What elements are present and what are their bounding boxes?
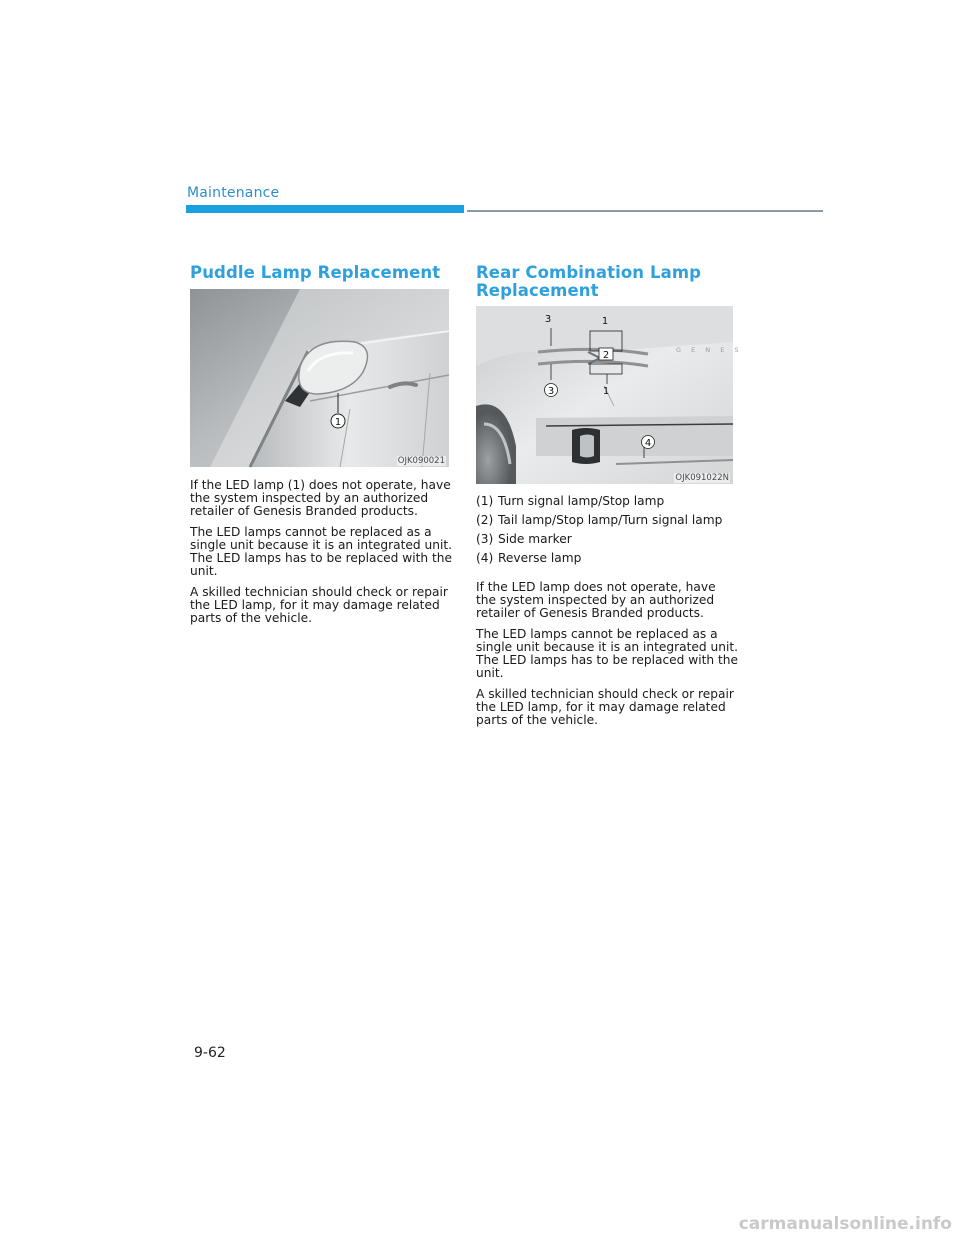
left-body (190, 479, 452, 625)
legend-text: Side marker (498, 532, 572, 546)
right-body (476, 581, 738, 727)
section-label: Maintenance (187, 185, 280, 201)
header-rule (467, 210, 823, 212)
callout-4: 4 (644, 438, 652, 449)
legend-number: (4) (476, 551, 494, 565)
watermark: carmanualsonline.info (738, 1214, 952, 1234)
callout-3-top: 3 (544, 314, 552, 325)
legend-item (476, 533, 738, 546)
callout-2: 2 (602, 350, 610, 361)
paragraph: The LED lamps cannot be replaced as a single unit because it is an integrated unit. The LED lamps has to be replaced with the unit. (476, 627, 738, 680)
left-column (190, 264, 452, 633)
section-title-puddle-lamp: Puddle Lamp Replacement (190, 263, 441, 282)
legend-item (476, 495, 738, 508)
callout-1: 1 (334, 417, 342, 428)
legend-number: (1) (476, 494, 494, 508)
puddle-lamp-figure (190, 289, 449, 467)
mirror-illustration (190, 289, 449, 467)
rear-lamp-figure (476, 306, 743, 484)
brand-lettering: G E N E S (676, 346, 743, 354)
paragraph: A skilled technician should check or repair the LED lamp, for it may damage related parts of the vehicle. (190, 585, 448, 625)
right-column (476, 263, 743, 735)
page-number: 9-62 (194, 1045, 226, 1061)
legend-text: Tail lamp/Stop lamp/Turn signal lamp (498, 513, 723, 527)
callout-legend (476, 495, 738, 565)
figure-code: OJK091022N (675, 473, 729, 483)
figure-code: OJK090021 (397, 456, 445, 466)
paragraph: If the LED lamp does not operate, have the system inspected by an authorized retailer of Genesis Branded products. (476, 580, 716, 620)
legend-text: Reverse lamp (498, 551, 582, 565)
paragraph: If the LED lamp (1) does not operate, have the system inspected by an authorized retailer of Genesis Branded products. (190, 478, 451, 518)
callout-3-bottom: 3 (547, 386, 555, 397)
legend-number: (3) (476, 532, 494, 546)
legend-number: (2) (476, 513, 494, 527)
header-rule-accent (186, 205, 464, 213)
paragraph: A skilled technician should check or repair the LED lamp, for it may damage related parts of the vehicle. (476, 687, 734, 727)
rear-lamp-illustration (476, 306, 743, 484)
legend-item (476, 552, 738, 565)
legend-text: Turn signal lamp/Stop lamp (498, 494, 665, 508)
paragraph: The LED lamps cannot be replaced as a single unit because it is an integrated unit. The LED lamps has to be replaced with the unit. (190, 525, 452, 578)
legend-item (476, 514, 738, 527)
callout-1-top: 1 (601, 316, 609, 327)
section-title-rear-lamp: Rear Combination Lamp Replacement (476, 263, 702, 300)
callout-1-bottom: 1 (602, 386, 610, 397)
